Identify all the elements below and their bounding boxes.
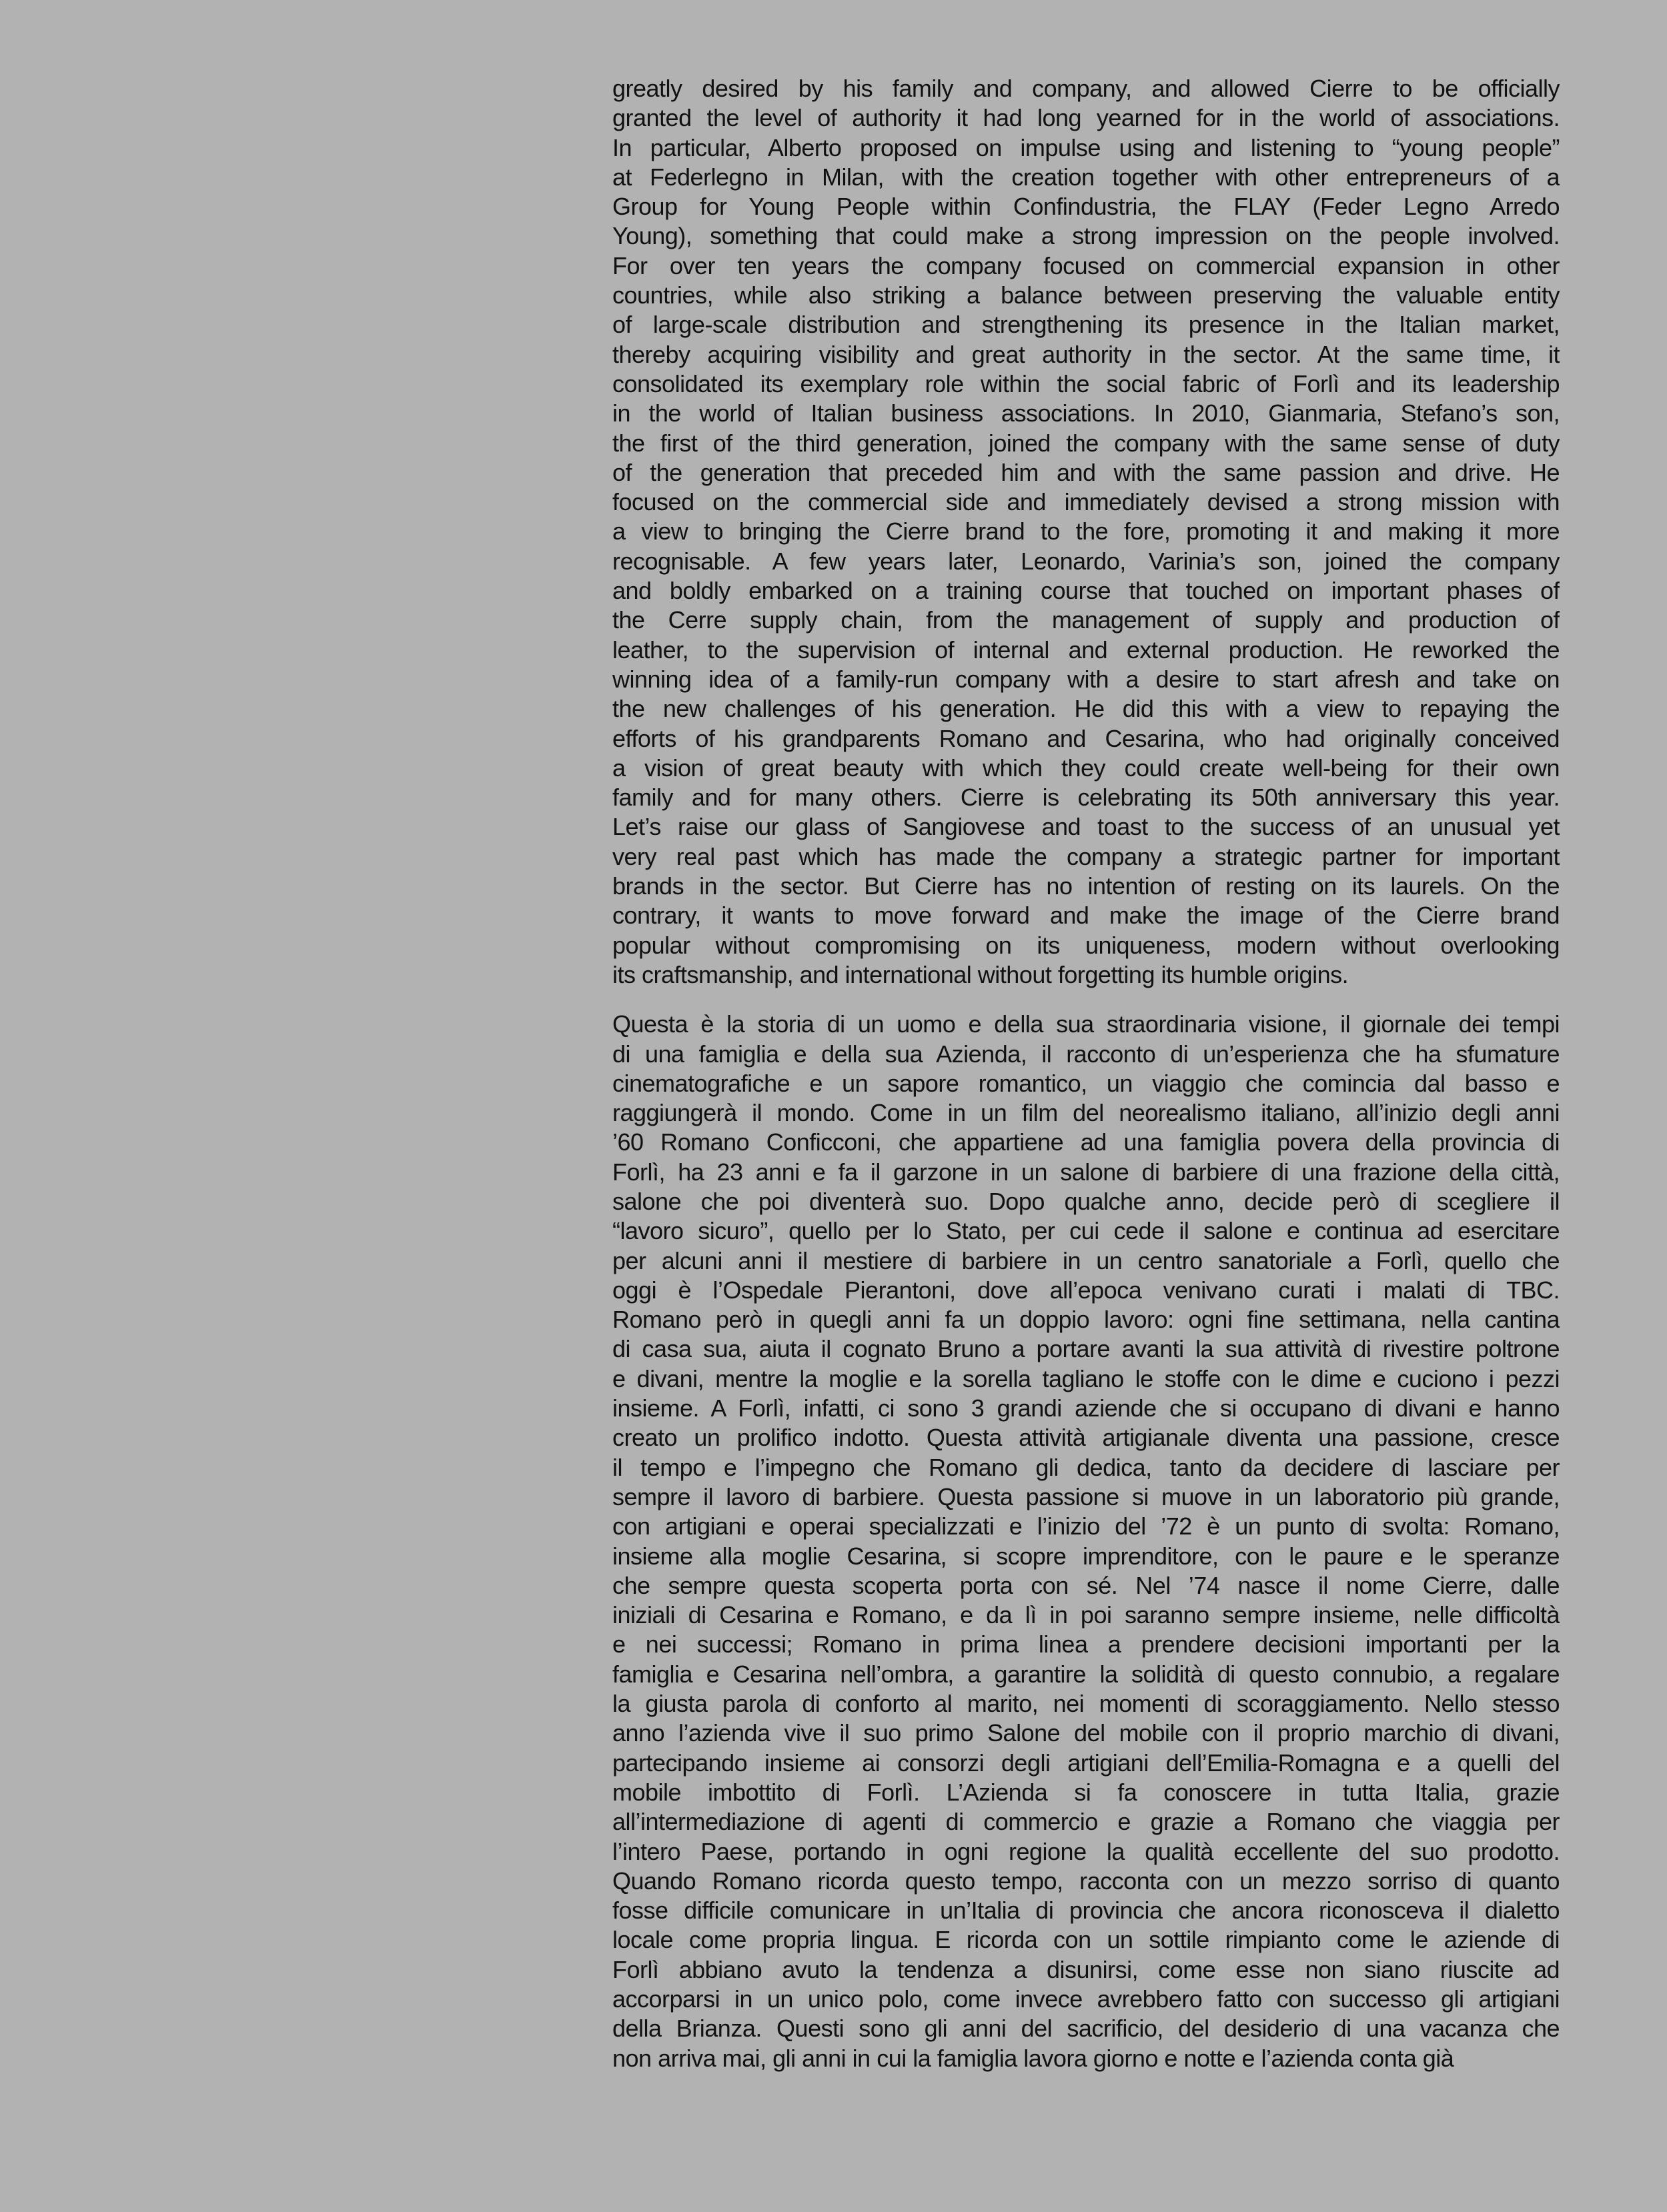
text-column	[612, 74, 1560, 2073]
text-line: of the generation that preceded him and with the same passion and drive. He	[612, 458, 1560, 486]
text-line: countries, while also striking a balance between preserving the valuable entity	[612, 281, 1560, 309]
text-line: mobile imbottito di Forlì. L’Azienda si fa conoscere in tutta Italia, grazie	[612, 1778, 1560, 1806]
text-line: non arriva mai, gli anni in cui la famiglia lavora giorno e notte e l’azienda conta già	[612, 2044, 1454, 2072]
text-line: famiglia e Cesarina nell’ombra, a garantire la solidità di questo connubio, a regalare	[612, 1660, 1560, 1688]
text-line: Group for Young People within Confindustria, the FLAY (Feder Legno Arredo	[612, 193, 1560, 221]
text-line: cinematografiche e un sapore romantico, un viaggio che comincia dal basso e	[612, 1069, 1560, 1097]
text-line: family and for many others. Cierre is celebrating its 50th anniversary this year.	[612, 784, 1560, 812]
text-line: fosse difficile comunicare in un’Italia di provincia che ancora riconosceva il dialetto	[612, 1897, 1560, 1925]
text-line: salone che poi diventerà suo. Dopo qualche anno, decide però di scegliere il	[612, 1187, 1560, 1215]
text-line: of large-scale distribution and strengthening its presence in the Italian market,	[612, 311, 1560, 339]
text-line: anno l’azienda vive il suo primo Salone del mobile con il proprio marchio di divani,	[612, 1719, 1560, 1747]
text-line: Romano però in quegli anni fa un doppio lavoro: ogni fine settimana, nella cantina	[612, 1306, 1560, 1334]
text-line: contrary, it wants to move forward and make the image of the Cierre brand	[612, 902, 1560, 930]
text-line: all’intermediazione di agenti di commercio e grazie a Romano che viaggia per	[612, 1808, 1560, 1836]
text-line: and boldly embarked on a training course that touched on important phases of	[612, 577, 1560, 605]
text-line: che sempre questa scoperta porta con sé. Nel ’74 nasce il nome Cierre, dalle	[612, 1571, 1560, 1599]
text-line: ’60 Romano Conficconi, che appartiene ad una famiglia povera della provincia di	[612, 1128, 1560, 1156]
text-line: Quando Romano ricorda questo tempo, racconta con un mezzo sorriso di quanto	[612, 1867, 1560, 1895]
text-line: greatly desired by his family and company, and allowed Cierre to be officially	[612, 75, 1560, 102]
text-line: leather, to the supervision of internal and external production. He reworked the	[612, 636, 1560, 664]
text-line: the first of the third generation, joined the company with the same sense of duty	[612, 429, 1560, 457]
text-line: in the world of Italian business associations. In 2010, Gianmaria, Stefano’s son,	[612, 399, 1560, 427]
text-line: il tempo e l’impegno che Romano gli dedica, tanto da decidere di lasciare per	[612, 1453, 1560, 1481]
text-line: In particular, Alberto proposed on impulse using and listening to “young people”	[612, 133, 1560, 161]
text-line: creato un prolifico indotto. Questa attività artigianale diventa una passione, cresce	[612, 1424, 1560, 1452]
text-line: Young), something that could make a strong impression on the people involved.	[612, 222, 1560, 250]
text-line: accorparsi in un unico polo, come invece avrebbero fatto con successo gli artigiani	[612, 1985, 1560, 2013]
text-line: a view to bringing the Cierre brand to the fore, promoting it and making it more	[612, 517, 1560, 545]
text-line: locale come propria lingua. E ricorda con un sottile rimpianto come le aziende di	[612, 1926, 1560, 1954]
text-line: very real past which has made the company a strategic partner for important	[612, 842, 1560, 870]
text-line: its craftsmanship, and international without forgetting its humble origins.	[612, 960, 1349, 988]
text-line: insieme alla moglie Cesarina, si scopre imprenditore, con le paure e le speranze	[612, 1542, 1560, 1570]
text-line: brands in the sector. But Cierre has no intention of resting on its laurels. On the	[612, 872, 1560, 900]
text-line: raggiungerà il mondo. Come in un film del neorealismo italiano, all’inizio degli anni	[612, 1099, 1560, 1127]
text-line: popular without compromising on its uniqueness, modern without overlooking	[612, 931, 1560, 959]
text-line: Forlì, ha 23 anni e fa il garzone in un salone di barbiere di una frazione della città,	[612, 1158, 1560, 1186]
text-line: partecipando insieme ai consorzi degli artigiani dell’Emilia-Romagna e a quelli del	[612, 1749, 1560, 1777]
text-line: at Federlegno in Milan, with the creation together with other entrepreneurs of a	[612, 163, 1560, 191]
text-line: Forlì abbiano avuto la tendenza a disunirsi, come esse non siano riuscite ad	[612, 1955, 1560, 1983]
text-line: a vision of great beauty with which they could create well-being for their own	[612, 754, 1560, 782]
text-line: Let’s raise our glass of Sangiovese and toast to the success of an unusual yet	[612, 813, 1560, 841]
text-line: efforts of his grandparents Romano and Cesarina, who had originally conceived	[612, 724, 1560, 752]
text-line: per alcuni anni il mestiere di barbiere in un centro sanatoriale a Forlì, quello che	[612, 1246, 1560, 1274]
text-line: e divani, mentre la moglie e la sorella tagliano le stoffe con le dime e cuciono i pezzi	[612, 1364, 1560, 1392]
text-line: con artigiani e operai specializzati e l’inizio del ’72 è un punto di svolta: Romano,	[612, 1512, 1560, 1540]
text-line: “lavoro sicuro”, quello per lo Stato, per cui cede il salone e continua ad esercitare	[612, 1217, 1560, 1245]
text-line: the new challenges of his generation. He did this with a view to repaying the	[612, 695, 1560, 723]
text-line: recognisable. A few years later, Leonardo, Varinia’s son, joined the company	[612, 547, 1560, 575]
text-line: the Cerre supply chain, from the management of supply and production of	[612, 606, 1560, 634]
text-line: di una famiglia e della sua Azienda, il racconto di un’esperienza che ha sfumature	[612, 1040, 1560, 1068]
text-line: sempre il lavoro di barbiere. Questa passione si muove in un laboratorio più grande,	[612, 1482, 1560, 1510]
text-line: focused on the commercial side and immediately devised a strong mission with	[612, 488, 1560, 516]
text-line: insieme. A Forlì, infatti, ci sono 3 grandi aziende che si occupano di divani e hanno	[612, 1394, 1560, 1422]
text-line: iniziali di Cesarina e Romano, e da lì in poi saranno sempre insieme, nelle difficoltà	[612, 1601, 1560, 1629]
text-line: oggi è l’Ospedale Pierantoni, dove all’epoca venivano curati i malati di TBC.	[612, 1276, 1560, 1304]
text-line: la giusta parola di conforto al marito, nei momenti di scoraggiamento. Nello stesso	[612, 1690, 1560, 1718]
text-line: consolidated its exemplary role within the social fabric of Forlì and its leadership	[612, 369, 1560, 397]
text-line: e nei successi; Romano in prima linea a prendere decisioni importanti per la	[612, 1630, 1560, 1658]
text-line: Questa è la storia di un uomo e della sua straordinaria visione, il giornale dei tempi	[612, 1010, 1560, 1038]
text-line: winning idea of a family-run company with a desire to start afresh and take on	[612, 665, 1560, 693]
english-paragraph	[612, 74, 1560, 990]
text-line: l’intero Paese, portando in ogni regione la qualità eccellente del suo prodotto.	[612, 1837, 1560, 1865]
text-line: For over ten years the company focused on commercial expansion in other	[612, 251, 1560, 279]
text-line: della Brianza. Questi sono gli anni del sacrificio, del desiderio di una vacanza che	[612, 2015, 1560, 2043]
text-line: granted the level of authority it had long yearned for in the world of associations.	[612, 104, 1560, 132]
text-line: thereby acquiring visibility and great authority in the sector. At the same time, it	[612, 340, 1560, 368]
text-line: di casa sua, aiuta il cognato Bruno a portare avanti la sua attività di rivestire poltrone	[612, 1335, 1560, 1363]
italian-paragraph	[612, 1010, 1560, 2073]
